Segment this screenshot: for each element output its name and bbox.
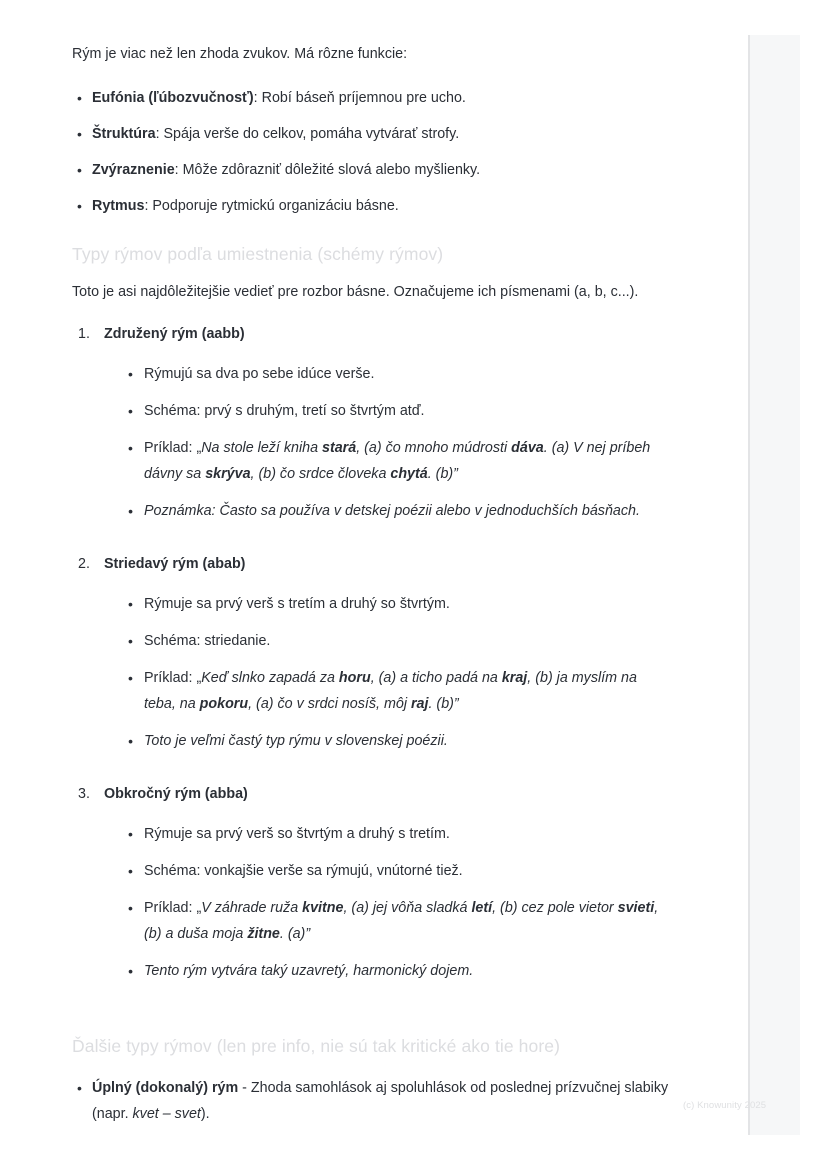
rhyme-word: skrýva [205, 466, 251, 482]
example-label: Príklad: [144, 440, 197, 456]
rhyme-scheme [124, 858, 672, 884]
example-close-quote: ” [453, 696, 459, 712]
example-open-quote: „ [196, 670, 202, 686]
spacer [104, 765, 672, 781]
scheme-text: striedanie. [204, 633, 271, 649]
function-term: Zvýraznenie [92, 162, 175, 178]
spacer [72, 267, 672, 279]
function-term: Eufónia (ľúbozvučnosť) [92, 90, 254, 106]
example-close-quote: ” [305, 926, 311, 942]
section-heading-other-types: Ďalšie typy rýmov (len pre info, nie sú tak kritické ako tie hore) [72, 1036, 561, 1056]
rhyme-types-list [72, 321, 672, 1011]
example-text: . (b) [427, 466, 454, 482]
example-text: , (a) čo v srdci nosíš, môj [248, 696, 411, 712]
list-item [72, 157, 672, 183]
example-close-quote: ” [453, 466, 458, 482]
rhyme-word: svieti [617, 900, 655, 916]
rhyme-type-item [78, 781, 672, 1011]
scheme-label: Schéma: [144, 403, 205, 419]
function-separator: : [174, 162, 183, 178]
term-separator: - [238, 1080, 251, 1096]
example-open-quote: „ [196, 440, 202, 456]
term-description: Zhoda samohlások aj spoluhlások od poslednej prízvučnej slabiky (napr. [92, 1080, 669, 1122]
example-text: , (a) a ticho padá na [370, 670, 502, 686]
scheme-text: vonkajšie verše sa rýmujú, vnútorné tiež. [204, 863, 463, 879]
function-term: Štruktúra [92, 126, 156, 142]
rhyme-word: chytá [390, 466, 428, 482]
example-text: Na stole leží kniha [201, 440, 323, 456]
example-label: Príklad: [144, 670, 197, 686]
example-text: , (b) ja myslím na teba, na [144, 670, 637, 712]
list-item [72, 85, 672, 111]
rhyme-word: horu [338, 670, 371, 686]
spacer [72, 67, 672, 85]
function-separator: : [144, 198, 153, 214]
rhyme-scheme [124, 628, 672, 654]
rhyme-functions-list [72, 85, 672, 219]
rhyme-type-details [104, 591, 672, 754]
example-open-quote: „ [196, 900, 202, 916]
example-text: V záhrade ruža [201, 900, 303, 916]
scheme-label: Schéma: [144, 863, 205, 879]
example-text: , (b) cez pole vietor [492, 900, 618, 916]
rhyme-word: kvitne [302, 900, 344, 916]
placement-intro-paragraph: Toto je asi najdôležitejšie vedieť pre rozbor básne. Označujeme ich písmenami (a, b, c...). [72, 284, 639, 300]
rhyme-type-details [104, 361, 672, 524]
list-item [72, 121, 672, 147]
rhyme-example [124, 895, 672, 947]
term-description-tail: ). [200, 1106, 210, 1122]
rhyme-type-item [78, 551, 672, 781]
rhyme-word: raj [410, 696, 429, 712]
function-separator: : [253, 90, 262, 106]
example-text: , (b) čo srdce človeka [250, 466, 391, 482]
example-text: . (a) [279, 926, 306, 942]
rhyme-word: kraj [501, 670, 528, 686]
rhyme-rule: • Rýmujú sa dva po sebe idúce verše. [124, 361, 672, 387]
scheme-text: prvý s druhým, tretí so štvrtým atď. [204, 403, 425, 419]
rhyme-note: • Toto je veľmi častý typ rýmu v slovenskej poézii. [124, 728, 672, 754]
function-description: Spája verše do celkov, pomáha vytvárať strofy. [163, 126, 460, 142]
rhyme-type-item [78, 321, 672, 551]
spacer [104, 535, 672, 551]
rhyme-type-title: Združený rým (aabb) [104, 326, 245, 342]
list-item [72, 1075, 672, 1127]
example-label: Príklad: [144, 900, 197, 916]
rhyme-example [124, 665, 672, 717]
section-heading-placement: Typy rýmov podľa umiestnenia (schémy rýmov) [72, 244, 444, 264]
rhyme-note: • Poznámka: Často sa používa v detskej poézii alebo v jednoduchších básňach. [124, 498, 672, 524]
rhyme-type-details [104, 821, 672, 984]
spacer [104, 995, 672, 1011]
copyright-watermark: (c) Knowunity 2025 [683, 1100, 767, 1111]
spacer [72, 305, 672, 321]
spacer [72, 1059, 672, 1075]
rhyme-word: stará [322, 440, 357, 456]
rhyme-rule: • Rýmuje sa prvý verš so štvrtým a druhý s tretím. [124, 821, 672, 847]
example-text: , (a) čo mnoho múdrosti [356, 440, 512, 456]
example-text: . (b) [428, 696, 454, 712]
function-separator: : [155, 126, 164, 142]
function-description: Robí báseň príjemnou pre ucho. [261, 90, 466, 106]
rhyme-example [124, 435, 672, 487]
page-scrollbar-gutter[interactable] [750, 35, 800, 1135]
function-description: Podporuje rytmickú organizáciu básne. [152, 198, 399, 214]
term-example: kvet – svet [132, 1106, 201, 1122]
example-text: Keď slnko zapadá za [201, 670, 339, 686]
list-item [72, 193, 672, 219]
rhyme-note: • Tento rým vytvára taký uzavretý, harmonický dojem. [124, 958, 672, 984]
rhyme-word: dáva [511, 440, 544, 456]
intro-paragraph: Rým je viac než len zhoda zvukov. Má rôzne funkcie: [72, 46, 408, 62]
scheme-label: Schéma: [144, 633, 205, 649]
rhyme-type-title: Striedavý rým (abab) [104, 556, 246, 572]
rhyme-word: pokoru [199, 696, 249, 712]
rhyme-word: letí [471, 900, 493, 916]
rhyme-scheme [124, 398, 672, 424]
example-text: , (b) a duša moja [144, 900, 659, 942]
rhyme-word: žitne [247, 926, 280, 942]
document-content [72, 0, 672, 1127]
rhyme-type-title: Obkročný rým (abba) [104, 786, 248, 802]
function-term: Rytmus [92, 198, 145, 214]
spacer [72, 219, 672, 241]
rhyme-term: Úplný (dokonalý) rým [92, 1080, 239, 1096]
spacer [72, 1011, 672, 1033]
other-rhyme-types-list [72, 1075, 672, 1127]
example-text: . (a) V nej príbeh dávny sa [144, 440, 651, 482]
rhyme-rule: • Rýmuje sa prvý verš s tretím a druhý so štvrtým. [124, 591, 672, 617]
function-description: Môže zdôrazniť dôležité slová alebo myšlienky. [182, 162, 481, 178]
example-text: , (a) jej vôňa sladká [343, 900, 472, 916]
